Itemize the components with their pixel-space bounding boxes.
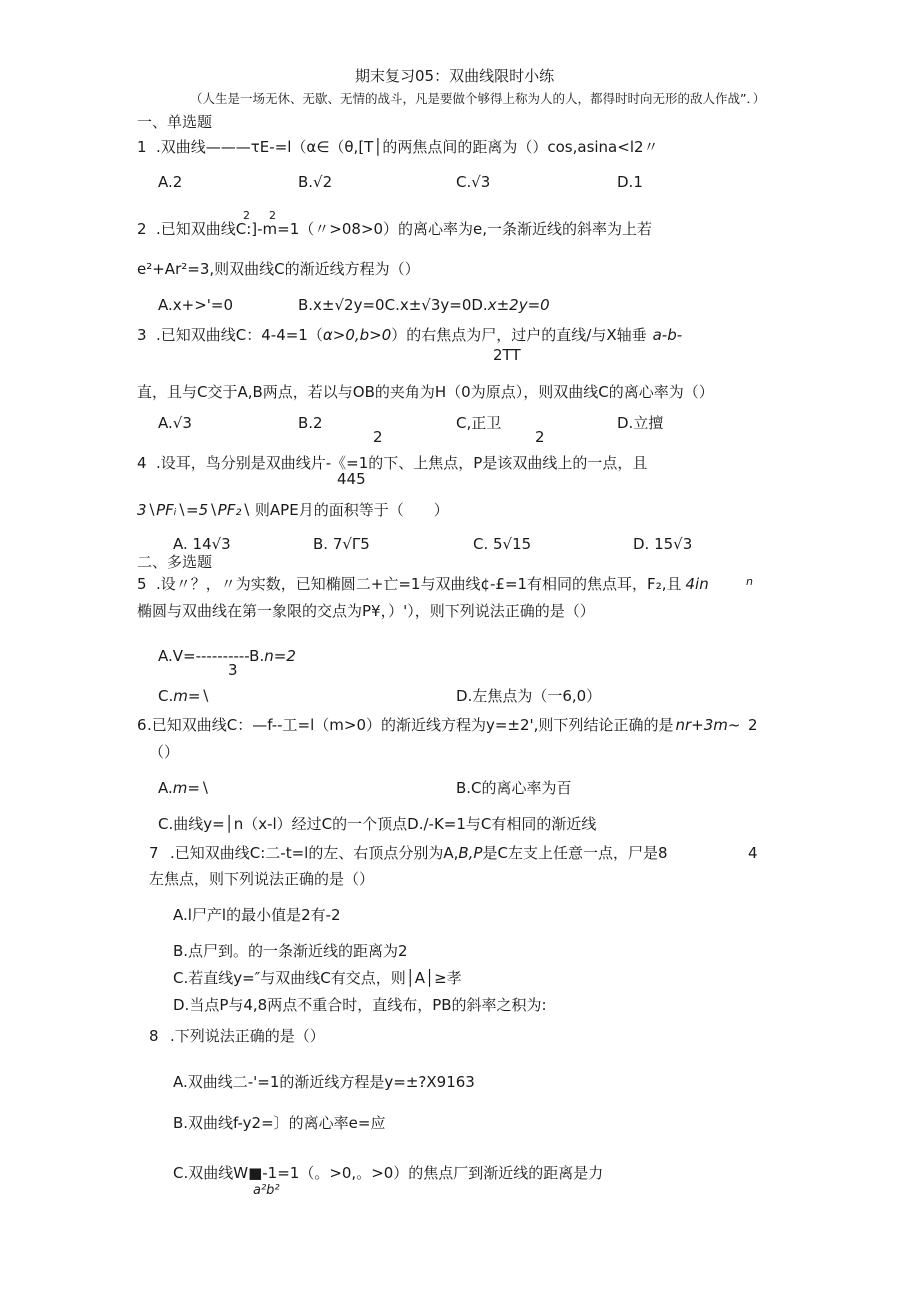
option-c-label: C. — [158, 687, 174, 705]
superscript: n — [746, 575, 753, 588]
question-stem — [156, 577, 709, 592]
stem-math: B,P — [458, 844, 483, 862]
page-title: 期末复习05：双曲线限时小练 — [355, 67, 555, 85]
question-line-2: 左焦点，则下列说法正确的是（） — [149, 870, 375, 888]
stem-text-rest: 是C左支上任意一点，尸是8 — [482, 844, 668, 862]
option-c[interactable]: C. 5√15 — [473, 535, 532, 553]
question-stem — [170, 846, 668, 861]
option-a[interactable]: A.2 — [158, 173, 183, 191]
option-c[interactable]: C.√3 — [456, 173, 491, 191]
stem-text: .已知双曲线C:二-t=l的左、右顶点分别为A, — [170, 844, 459, 862]
superscript: 2 — [243, 209, 250, 222]
stem-math: a-b- — [652, 326, 683, 344]
question-number: 1 — [137, 138, 147, 156]
option-a[interactable]: A.双曲线二-'=1的渐近线方程是y=±?X9163 — [173, 1073, 475, 1091]
option-c[interactable]: C,正卫 — [456, 414, 502, 432]
option-a[interactable]: A.x+>'=0 — [158, 296, 234, 314]
option-c-math: m=∖ — [173, 687, 210, 705]
stem-math: nr+3m~ — [675, 716, 741, 734]
section-heading-multiple-choice: 二、多选题 — [137, 553, 213, 571]
option-d[interactable]: D.1 — [617, 173, 643, 191]
fraction-denominator: 2 — [535, 428, 545, 446]
stem-text: .设〃？，〃为实数，已知椭圆二+亡=1与双曲线¢-£=1有相同的焦点耳，F₂,且 — [156, 575, 682, 593]
question-line-2: e²+Ar²=3,则双曲线C的渐近线方程为（） — [137, 260, 420, 278]
side-number: 4 — [748, 844, 758, 862]
option-b[interactable]: B. 7√Γ5 — [313, 535, 370, 553]
option-d[interactable]: D.立擅 — [617, 414, 664, 432]
question-number: 2 — [137, 220, 147, 238]
option-b[interactable]: B.点尸到。的一条渐近线的距离为2 — [173, 942, 408, 960]
option-c[interactable] — [158, 689, 210, 704]
question-number: 3 — [137, 326, 147, 344]
option-b[interactable]: B.2 — [298, 414, 323, 432]
option-b[interactable]: B.√2 — [298, 173, 333, 191]
motto: （人生是一场无休、无歇、无情的战斗，凡是要做个够得上称为人的人，都得时时向无形的敌人作战”．） — [190, 91, 766, 106]
option-a-text: A.V=----------B. — [158, 647, 265, 665]
option-d[interactable]: D.当点P与4,8两点不重合时，直线布，PB的斜率之积为: — [173, 996, 547, 1014]
question-number: 6 — [137, 716, 147, 734]
superscript: 2 — [269, 209, 276, 222]
stem-text-rest: ）的右焦点为尸，过户的直线/与X轴垂 — [391, 326, 647, 344]
option-b[interactable]: B.C的离心率为百 — [456, 779, 572, 797]
stem-condition: α>0,b>0 — [322, 326, 392, 344]
question-stem: .下列说法正确的是（） — [170, 1027, 325, 1045]
question-stem: .已知双曲线C:]-m=1（〃>08>0）的离心率为e,一条渐近线的斜率为上若 — [156, 220, 653, 238]
answer-paren: （） — [149, 743, 180, 761]
option-cd[interactable]: C.曲线y=│n（x-l）经过C的一个顶点D./-K=1与C有相同的渐近线 — [158, 815, 597, 833]
stem-text: .已知双曲线C：4-4=1（ — [156, 326, 323, 344]
question-number: 4 — [137, 454, 147, 472]
fraction-denominator: 2TT — [493, 346, 521, 364]
fraction-denominator: a²b² — [253, 1183, 280, 1198]
option-bcd[interactable] — [298, 298, 550, 313]
option-c[interactable]: C.若直线y=″与双曲线C有交点，则│A│≥孝 — [173, 969, 462, 987]
fraction-denominator: 2 — [373, 428, 383, 446]
line-math: 3∖PFᵢ∖=5∖PF₂∖ — [137, 501, 251, 519]
fraction-denominator: 445 — [337, 470, 366, 488]
question-number: 5 — [137, 575, 147, 593]
option-b[interactable]: B.双曲线f-y2=〕的离心率e=应 — [173, 1114, 386, 1132]
question-number: 7 — [149, 844, 159, 862]
stem-text: .已知双曲线C：—f--工=l（m>0）的渐近线方程为y=±2',则下列结论正确的是 — [147, 716, 674, 734]
option-a[interactable]: A. 14√3 — [173, 535, 231, 553]
option-bcd-text: B.x±√2y=0C.x±√3y=0D. — [298, 296, 488, 314]
option-a-label: A. — [158, 779, 173, 797]
line-text: 则APE月的面积等于（ ） — [254, 501, 449, 519]
option-d[interactable]: D.左焦点为（一6,0） — [456, 687, 602, 705]
question-number: 8 — [149, 1027, 159, 1045]
side-number: 2 — [748, 716, 758, 734]
option-d-math: x±2y=0 — [487, 296, 550, 314]
question-stem: .双曲线———τE-=l（α∈（θ,[T│的两焦点间的距离为（）cos,asina<l2〃 — [156, 138, 659, 156]
option-ab[interactable] — [158, 649, 296, 664]
question-stem — [156, 328, 682, 343]
question-stem — [147, 718, 740, 733]
section-heading-single-choice: 一、单选题 — [137, 113, 213, 131]
question-line-2 — [137, 503, 449, 518]
stem-math: 4in — [685, 575, 709, 593]
option-d[interactable]: D. 15√3 — [633, 535, 693, 553]
option-a-math: m=∖ — [172, 779, 210, 797]
question-line-2: 直，且与C交于A,B两点，若以与OB的夹角为H（0为原点），则双曲线C的离心率为（） — [137, 383, 714, 401]
option-c[interactable]: C.双曲线W■-1=1（。>0,。>0）的焦点厂到渐近线的距离是力 — [173, 1164, 604, 1182]
option-a[interactable]: A.l尸产l的最小值是2有-2 — [173, 906, 341, 924]
option-b-math: n=2 — [264, 647, 296, 665]
option-a[interactable]: A.√3 — [158, 414, 192, 432]
fraction-denominator: 3 — [228, 661, 238, 679]
option-a[interactable] — [158, 781, 210, 796]
question-line-2: 椭圆与双曲线在第一象限的交点为P¥，）'），则下列说法正确的是（） — [137, 602, 595, 620]
question-stem: .设耳，鸟分别是双曲线片-《=1的下、上焦点，P是该双曲线上的一点，且 — [156, 454, 648, 472]
